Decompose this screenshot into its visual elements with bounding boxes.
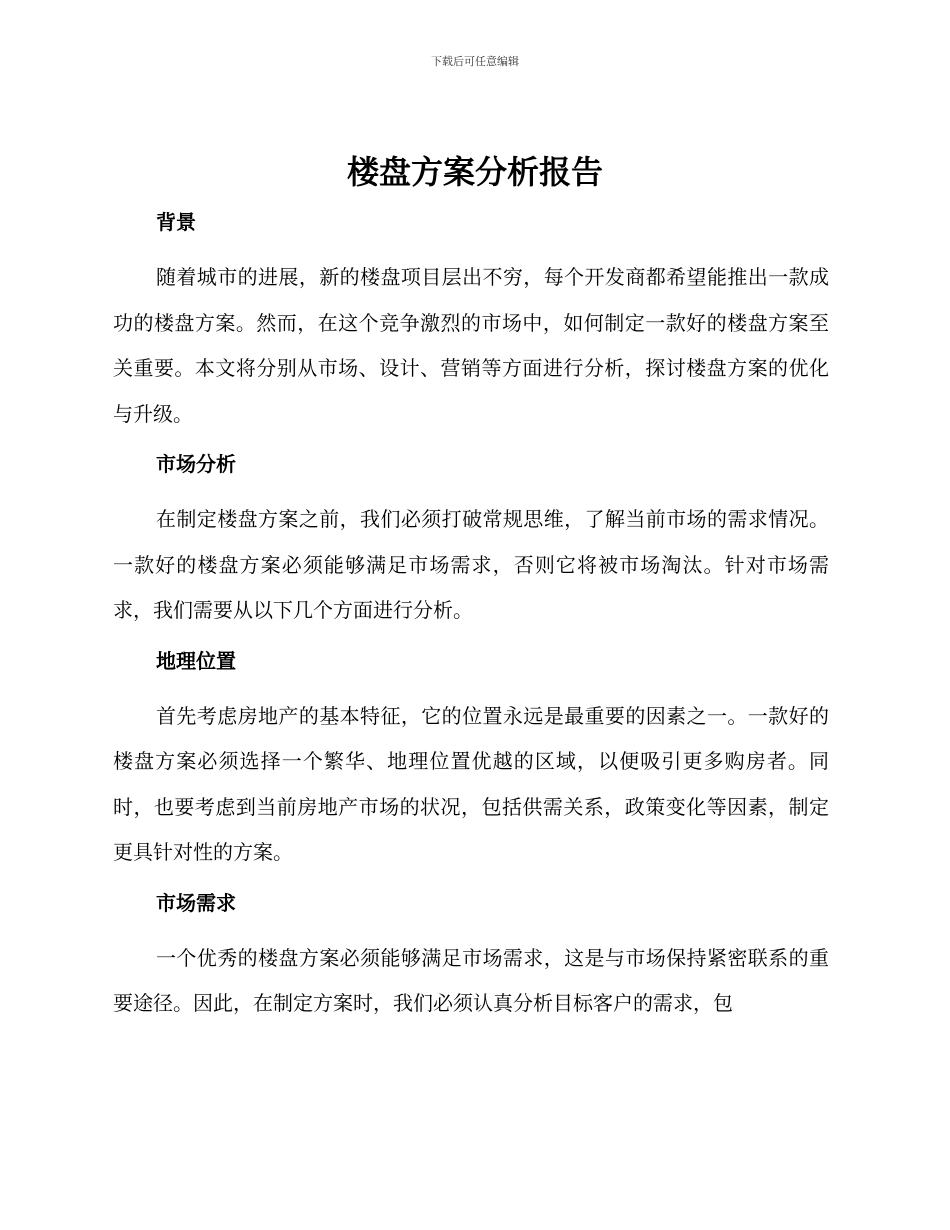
section-paragraph: 首先考虑房地产的基本特征，它的位置永远是最重要的因素之一。一款好的楼盘方案必须选择一个繁华、地理位置优越的区域，以便吸引更多购房者。同时，也要考虑到当前房地产市场的状况，包括供需关系，政策变化等因素，制定更具针对性的方案。 bbox=[113, 703, 829, 864]
section-heading: 市场需求 bbox=[156, 890, 236, 915]
section-paragraph: 在制定楼盘方案之前，我们必须打破常规思维，了解当前市场的需求情况。一款好的楼盘方案必须能够满足市场需求，否则它将被市场淘汰。针对市场需求，我们需要从以下几个方面进行分析。 bbox=[113, 507, 829, 622]
section-location bbox=[113, 644, 829, 886]
section-heading: 地理位置 bbox=[156, 648, 236, 673]
section-background bbox=[113, 205, 829, 447]
page-header-note: 下载后可任意编辑 bbox=[431, 55, 519, 68]
section-market-analysis bbox=[113, 447, 829, 644]
section-paragraph: 随着城市的进展，新的楼盘项目层出不穷，每个开发商都希望能推出一款成功的楼盘方案。然而，在这个竞争激烈的市场中，如何制定一款好的楼盘方案至关重要。本文将分别从市场、设计、营销等方面进行分析，探讨楼盘方案的优化与升级。 bbox=[113, 265, 829, 426]
section-paragraph: 一个优秀的楼盘方案必须能够满足市场需求，这是与市场保持紧密联系的重要途径。因此，在制定方案时，我们必须认真分析目标客户的需求，包 bbox=[113, 945, 829, 1015]
section-heading: 背景 bbox=[156, 210, 196, 234]
section-market-demand bbox=[113, 886, 829, 1027]
document-body bbox=[113, 205, 829, 1027]
section-heading: 市场分析 bbox=[156, 452, 236, 476]
document-title: 楼盘方案分析报告 bbox=[346, 153, 603, 191]
